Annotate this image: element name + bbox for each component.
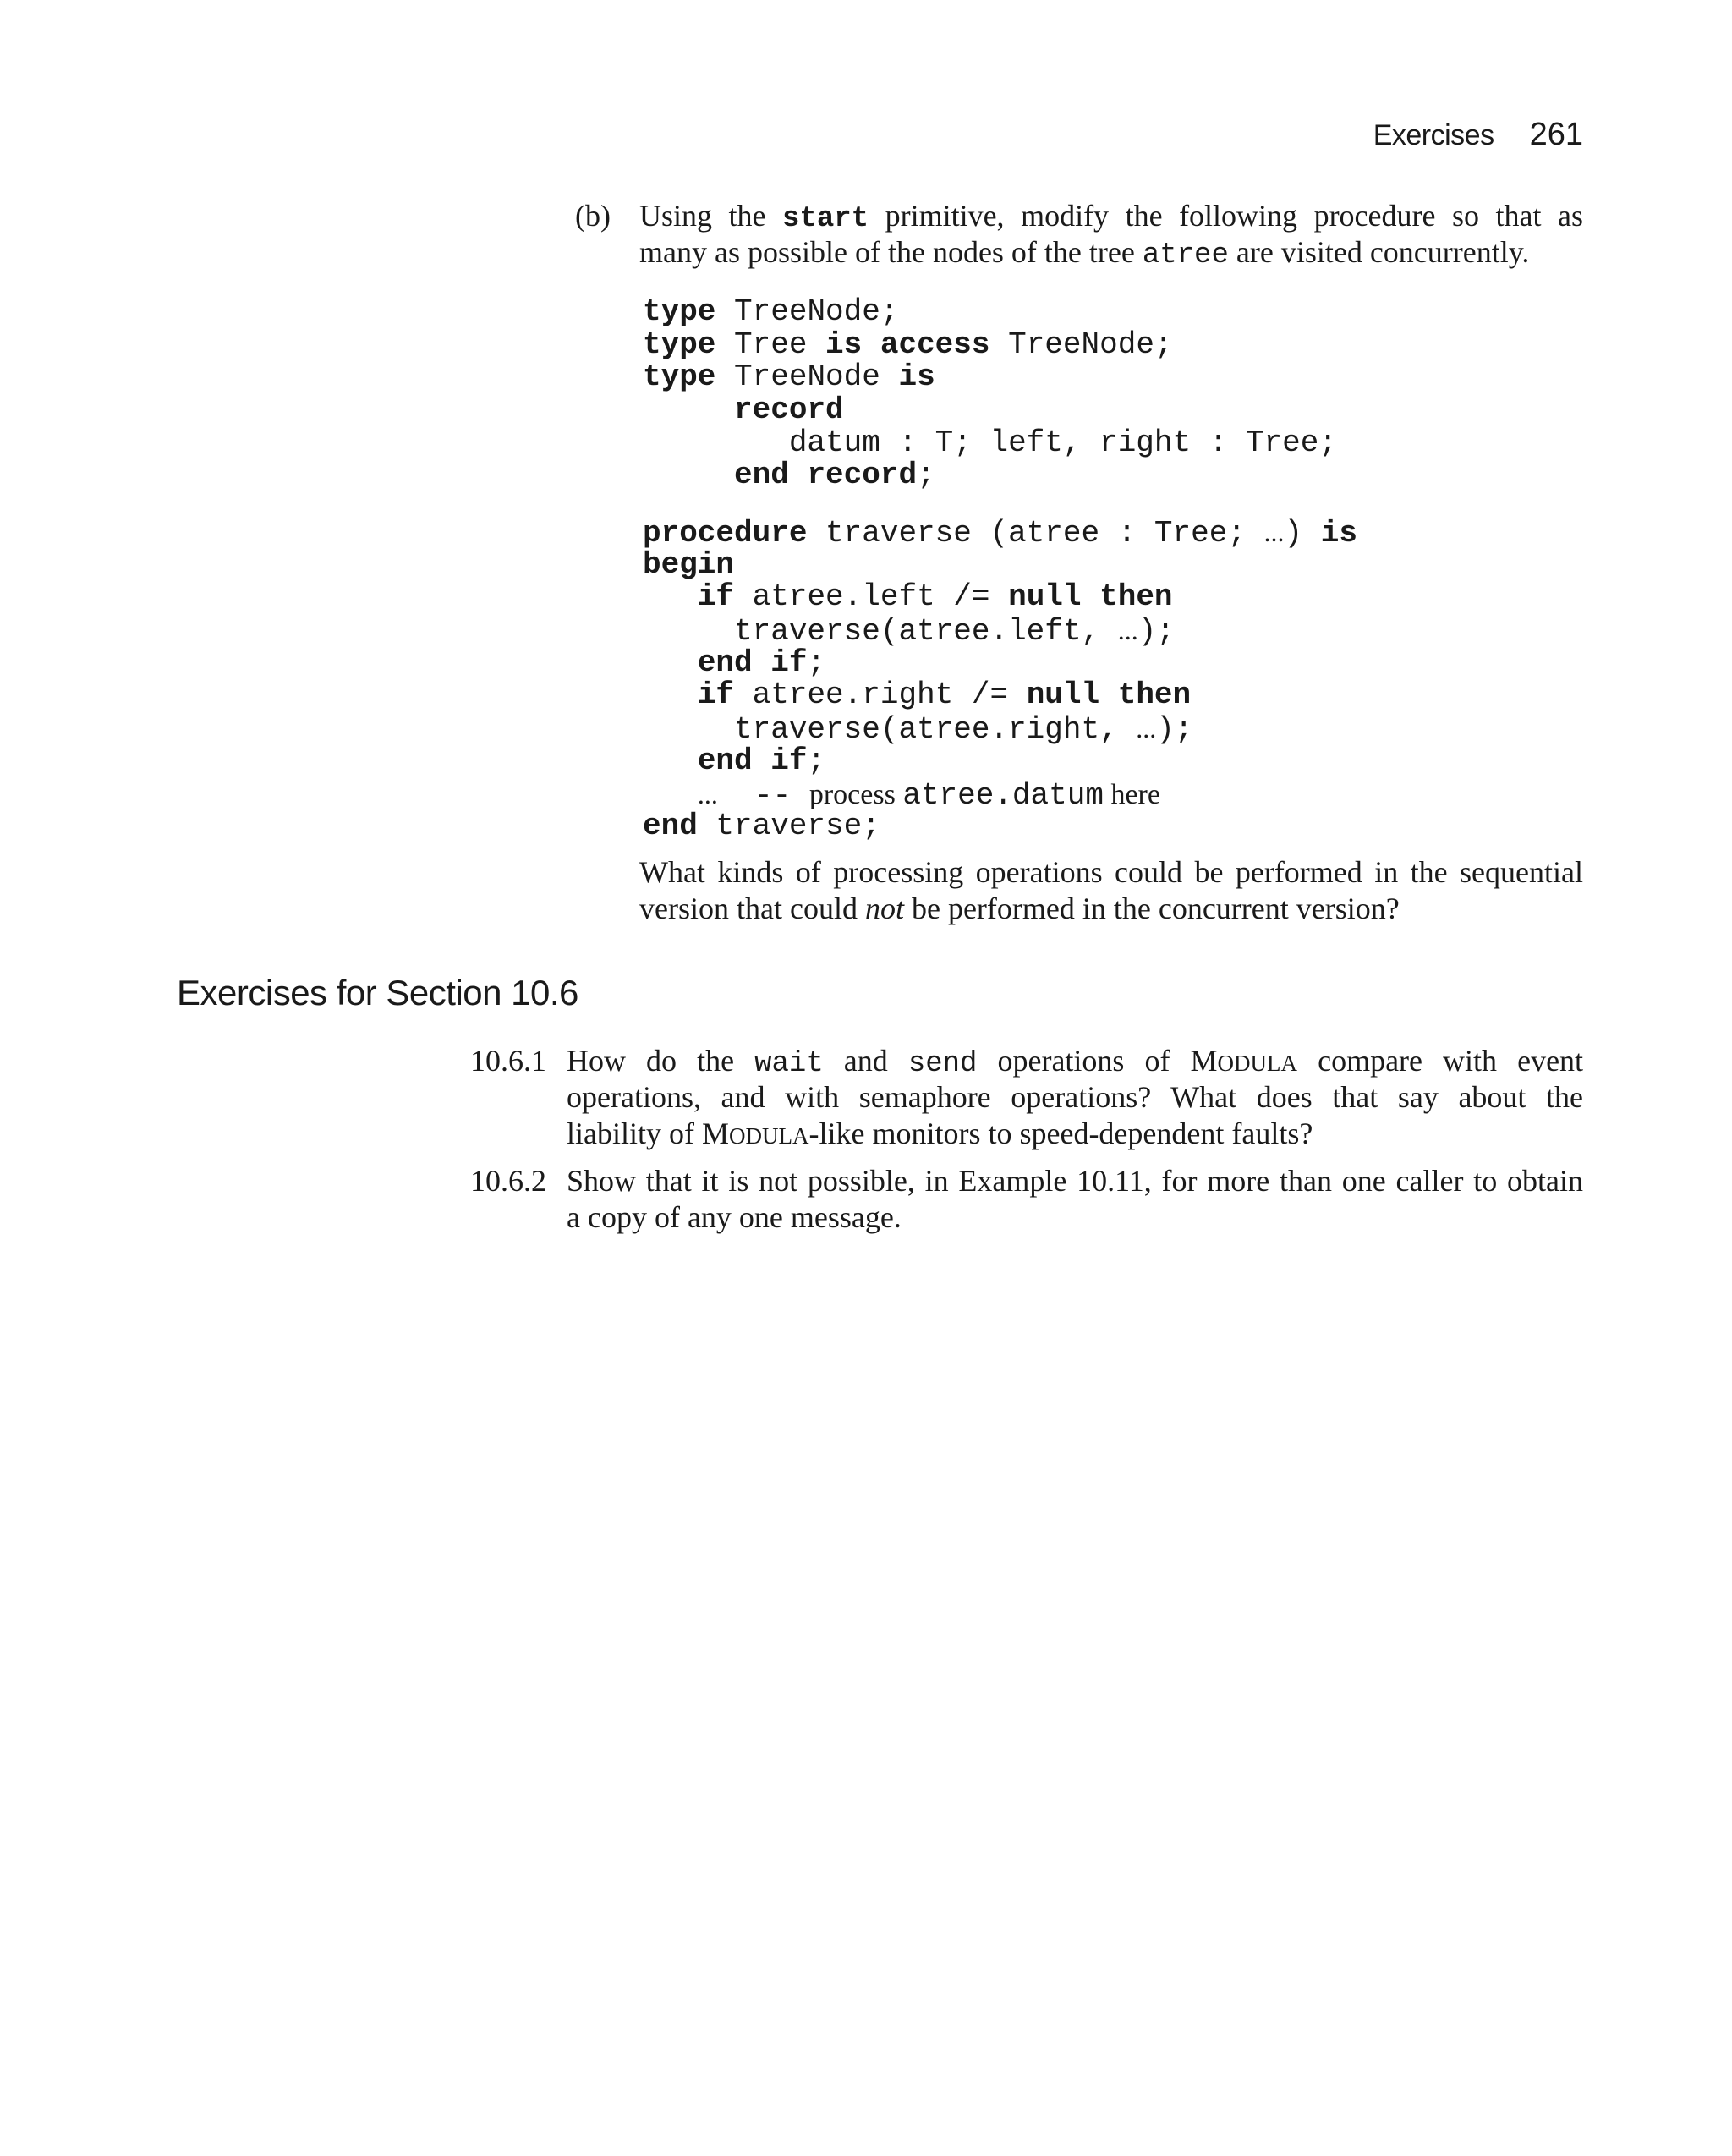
code-keyword: then xyxy=(1117,678,1192,713)
code-text xyxy=(643,579,698,614)
code-text: TreeNode; xyxy=(715,294,899,329)
code-text: ); xyxy=(1156,712,1193,748)
running-head: Exercises xyxy=(1373,119,1494,151)
code-text: traverse (atree : Tree; xyxy=(807,516,1264,551)
code-text: atree.right /= xyxy=(734,678,1027,713)
page-header xyxy=(1373,117,1583,153)
code-keyword: end xyxy=(734,458,789,493)
exercise-number: 10.6.2 xyxy=(470,1164,546,1198)
code-line xyxy=(643,614,1357,650)
code-text: ; xyxy=(807,743,826,778)
code-block-type-declarations xyxy=(643,296,1337,492)
code-text: ) xyxy=(1284,516,1321,551)
code-line xyxy=(643,712,1357,748)
code-line xyxy=(643,778,1357,811)
part-b-label: (b) xyxy=(575,199,611,233)
code-text xyxy=(753,743,771,778)
emphasis-not: not xyxy=(864,891,904,925)
code-text xyxy=(862,327,880,362)
code-keyword: end xyxy=(697,743,753,778)
code-ellipsis: ... xyxy=(1263,517,1285,547)
modula-small-caps: MODULA xyxy=(1190,1044,1298,1078)
code-line xyxy=(643,459,1337,492)
code-line xyxy=(643,394,1337,427)
code-line xyxy=(643,810,1357,843)
code-keyword: null xyxy=(1026,678,1100,713)
exercise-10-6-2-line-2: a copy of any one message. xyxy=(567,1200,902,1234)
code-text: atree.datum xyxy=(902,777,1104,813)
code-line xyxy=(643,581,1357,614)
code-text: atree.left /= xyxy=(734,579,1009,615)
code-text xyxy=(643,743,698,778)
code-keyword: begin xyxy=(643,546,735,582)
part-b-line-1: Using the start primitive, modify the following procedure so that as xyxy=(639,199,1583,235)
code-line xyxy=(643,679,1357,712)
code-text: traverse(atree.left, xyxy=(643,614,1118,650)
part-b-line-2: many as possible of the nodes of the tree atree are visited concurrently. xyxy=(639,235,1530,272)
part-b-question-line-2: version that could not be performed in the concurrent version? xyxy=(639,891,1400,925)
code-text: ; xyxy=(917,458,935,493)
code-text: -- xyxy=(717,777,809,813)
exercise-10-6-1-line-2: operations, and with semaphore operations? What does that say about the xyxy=(567,1080,1583,1114)
code-line xyxy=(643,361,1337,394)
code-text xyxy=(1082,579,1100,614)
section-heading: Exercises for Section 10.6 xyxy=(177,973,578,1012)
code-text xyxy=(643,392,734,427)
code-text: ; xyxy=(807,645,826,680)
keyword-start: start xyxy=(782,203,869,235)
code-keyword: is xyxy=(898,359,935,395)
code-keyword: type xyxy=(643,326,716,362)
code-block-traverse-procedure xyxy=(643,516,1357,843)
code-text xyxy=(643,458,734,492)
code-keyword: record xyxy=(807,458,918,493)
exercise-10-6-1-line-1: How do the wait and send operations of MODULA compare with event xyxy=(567,1044,1584,1080)
code-text: TreeNode; xyxy=(989,326,1173,362)
keyword-send: send xyxy=(907,1048,978,1080)
code-line xyxy=(643,745,1357,778)
code-keyword: is xyxy=(825,326,863,362)
code-line xyxy=(643,296,1337,329)
code-text: Tree xyxy=(715,326,826,362)
code-line xyxy=(643,546,1357,582)
keyword-wait: wait xyxy=(754,1048,824,1080)
code-text: traverse; xyxy=(697,809,880,844)
code-ellipsis: ... xyxy=(1117,615,1138,646)
code-text xyxy=(643,645,698,680)
code-text xyxy=(753,645,771,680)
code-keyword: access xyxy=(880,326,990,362)
code-text: TreeNode xyxy=(715,359,899,395)
code-keyword: if xyxy=(697,678,735,713)
code-line xyxy=(643,647,1357,680)
code-comment-text: process xyxy=(808,778,903,810)
code-keyword: then xyxy=(1099,579,1173,615)
code-keyword: if xyxy=(770,645,808,680)
code-text xyxy=(1099,678,1118,712)
code-keyword: end xyxy=(643,809,698,844)
code-line xyxy=(643,326,1337,362)
page-number: 261 xyxy=(1529,117,1583,152)
code-keyword: type xyxy=(643,359,716,395)
code-text xyxy=(789,458,808,492)
exercise-number: 10.6.1 xyxy=(470,1044,546,1078)
code-ellipsis: ... xyxy=(1136,713,1157,744)
identifier-atree: atree xyxy=(1142,239,1229,272)
code-ellipsis: ... xyxy=(697,778,718,809)
code-line xyxy=(643,516,1357,549)
part-b-question-line-1: What kinds of processing operations could be performed in the sequential xyxy=(639,855,1583,889)
code-text: traverse(atree.right, xyxy=(643,712,1137,748)
exercise-10-6-2-line-1: Show that it is not possible, in Example 10.11, for more than one caller to obtain xyxy=(567,1164,1583,1198)
code-text: ); xyxy=(1137,614,1175,650)
code-keyword: if xyxy=(697,579,735,615)
code-text: datum : T; left, right : Tree; xyxy=(643,425,1337,460)
modula-small-caps: MODULA xyxy=(701,1116,809,1150)
code-keyword: end xyxy=(697,645,753,680)
code-keyword: type xyxy=(643,294,716,329)
code-keyword: if xyxy=(770,743,808,778)
code-text xyxy=(643,778,698,813)
code-comment-text: here xyxy=(1103,778,1160,810)
code-keyword: procedure xyxy=(643,516,808,551)
code-keyword: null xyxy=(1008,579,1082,615)
exercise-10-6-1-line-3: liability of MODULA-like monitors to speed-dependent faults? xyxy=(567,1116,1313,1150)
code-line xyxy=(643,427,1337,460)
code-text xyxy=(643,678,698,712)
code-keyword: record xyxy=(734,392,844,428)
code-keyword: is xyxy=(1320,516,1357,551)
